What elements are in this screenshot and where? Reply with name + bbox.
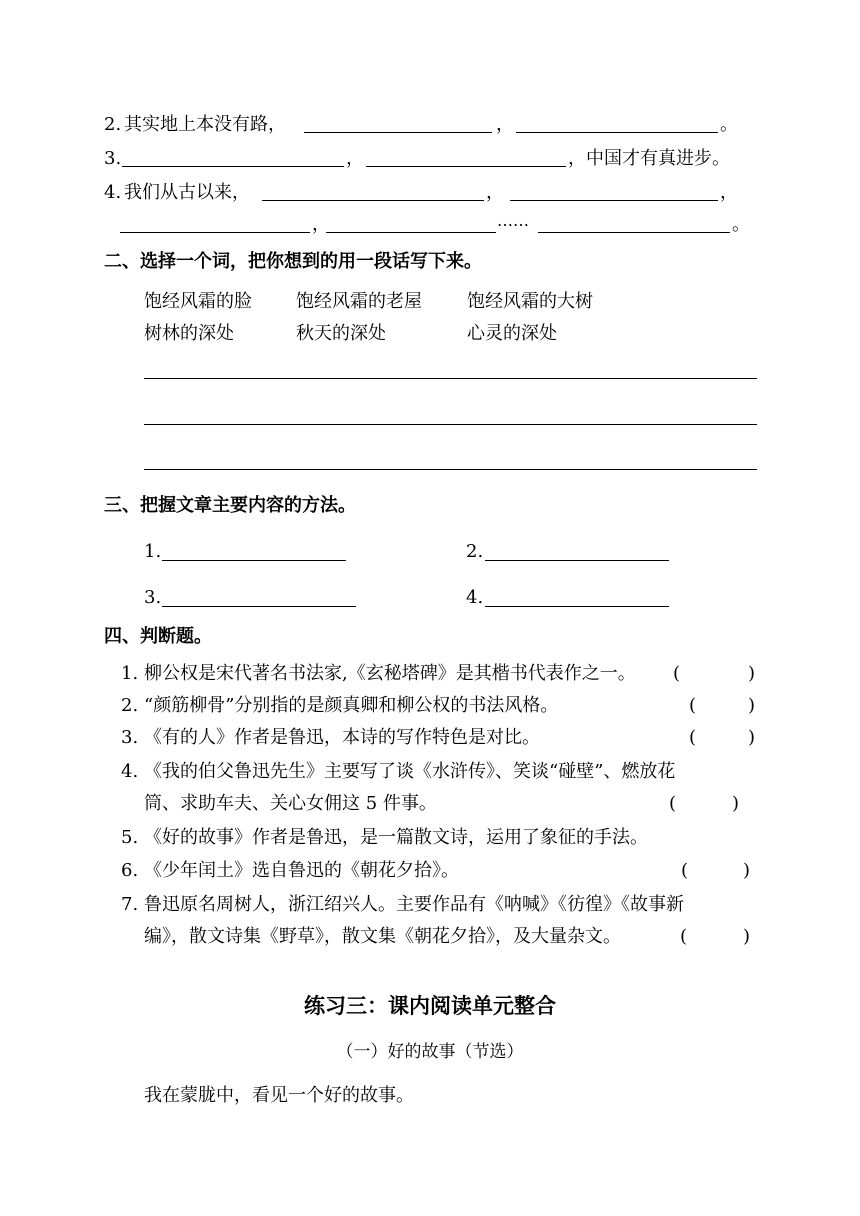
question-text: ，中国才有真进步。 bbox=[568, 148, 730, 169]
question-number: 4. bbox=[104, 182, 122, 203]
question-number: 2. bbox=[104, 114, 122, 135]
answer-paren-close: ) bbox=[748, 727, 756, 748]
answer-blank[interactable] bbox=[326, 232, 496, 233]
question-text: 我们从古以来， bbox=[124, 182, 250, 203]
writing-line[interactable] bbox=[144, 469, 757, 470]
item-text: “颜筋柳骨”分别指的是颜真卿和柳公权的书法风格。 bbox=[144, 695, 559, 716]
phrase-option: 心灵的深处 bbox=[467, 323, 557, 344]
question-number: 3. bbox=[104, 148, 122, 169]
item-text: 鲁迅原名周树人，浙江绍兴人。主要作品有《呐喊》《彷徨》《故事新 bbox=[144, 894, 684, 915]
phrase-option: 饱经风霜的大树 bbox=[467, 291, 593, 312]
phrase-option: 饱经风霜的脸 bbox=[144, 291, 252, 312]
method-number: 1. bbox=[144, 541, 162, 562]
phrase-option: 树林的深处 bbox=[144, 323, 234, 344]
item-text-continued: 编》，散文诗集《野草》，散文集《朝花夕拾》，及大量杂文。 bbox=[144, 926, 621, 947]
item-number: 7. bbox=[121, 894, 139, 915]
answer-blank[interactable] bbox=[485, 560, 669, 561]
question-text: 其实地上本没有路， bbox=[124, 114, 286, 135]
section-heading: 四、判断题。 bbox=[104, 626, 212, 647]
answer-paren-close: ) bbox=[743, 860, 751, 881]
answer-blank[interactable] bbox=[516, 132, 718, 133]
item-number: 3. bbox=[121, 727, 139, 748]
answer-blank[interactable] bbox=[162, 606, 356, 607]
punctuation: ， bbox=[720, 182, 738, 203]
item-text: 《我的伯父鲁迅先生》主要写了谈《水浒传》、笑谈“碰壁”、燃放花 bbox=[144, 761, 676, 782]
section-heading: 二、选择一个词，把你想到的用一段话写下来。 bbox=[104, 251, 482, 272]
answer-paren-open[interactable]: ( bbox=[689, 695, 697, 716]
punctuation: 。 bbox=[732, 214, 750, 235]
item-number: 2. bbox=[121, 695, 139, 716]
writing-line[interactable] bbox=[144, 378, 757, 379]
answer-blank[interactable] bbox=[510, 200, 718, 201]
item-number: 6. bbox=[121, 860, 139, 881]
passage-subtitle: （一）好的故事（节选） bbox=[336, 1042, 524, 1062]
section-heading: 三、把握文章主要内容的方法。 bbox=[104, 495, 356, 516]
item-text: 《好的故事》作者是鲁迅，是一篇散文诗，运用了象征的手法。 bbox=[144, 827, 648, 848]
answer-paren-close: ) bbox=[732, 793, 740, 814]
answer-paren-open[interactable]: ( bbox=[669, 793, 677, 814]
answer-blank[interactable] bbox=[538, 232, 730, 233]
punctuation: ， bbox=[496, 114, 514, 135]
answer-blank[interactable] bbox=[262, 200, 484, 201]
method-number: 4. bbox=[466, 587, 484, 608]
phrase-option: 饱经风霜的老屋 bbox=[296, 291, 422, 312]
punctuation: 。 bbox=[720, 114, 738, 135]
passage-text: 我在蒙胧中，看见一个好的故事。 bbox=[144, 1085, 414, 1106]
answer-paren-open[interactable]: ( bbox=[680, 926, 688, 947]
item-text: 柳公权是宋代著名书法家,《玄秘塔碑》是其楷书代表作之一。 bbox=[144, 663, 636, 684]
punctuation: ， bbox=[346, 148, 364, 169]
answer-blank[interactable] bbox=[485, 606, 669, 607]
answer-paren-close: ) bbox=[748, 695, 756, 716]
answer-blank[interactable] bbox=[162, 560, 346, 561]
answer-blank[interactable] bbox=[120, 232, 310, 233]
punctuation: ， bbox=[486, 182, 504, 203]
item-number: 1. bbox=[121, 663, 139, 684]
ellipsis: …… bbox=[497, 211, 529, 230]
answer-paren-close: ) bbox=[743, 926, 751, 947]
item-number: 5. bbox=[121, 827, 139, 848]
item-text: 《有的人》作者是鲁迅，本诗的写作特色是对比。 bbox=[144, 727, 540, 748]
answer-blank[interactable] bbox=[366, 166, 566, 167]
item-text-continued: 筒、求助车夫、关心女佣这 5 件事。 bbox=[144, 793, 437, 814]
item-number: 4. bbox=[121, 761, 139, 782]
phrase-option: 秋天的深处 bbox=[296, 323, 386, 344]
writing-line[interactable] bbox=[144, 424, 757, 425]
answer-blank[interactable] bbox=[304, 132, 492, 133]
answer-blank[interactable] bbox=[122, 166, 344, 167]
method-number: 3. bbox=[144, 587, 162, 608]
answer-paren-close: ) bbox=[748, 663, 756, 684]
answer-paren-open[interactable]: ( bbox=[689, 727, 697, 748]
practice-title: 练习三：课内阅读单元整合 bbox=[304, 993, 556, 1018]
punctuation: ， bbox=[312, 214, 330, 235]
answer-paren-open[interactable]: ( bbox=[681, 860, 689, 881]
item-text: 《少年闰土》选自鲁迅的《朝花夕拾》。 bbox=[144, 860, 459, 881]
answer-paren-open[interactable]: ( bbox=[673, 663, 681, 684]
method-number: 2. bbox=[466, 541, 484, 562]
